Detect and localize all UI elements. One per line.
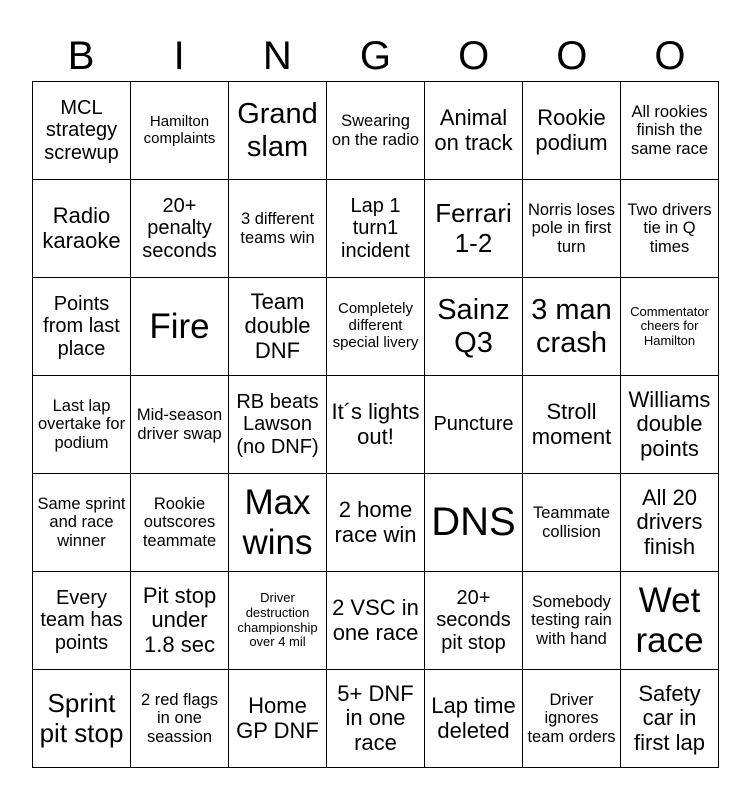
bingo-cell[interactable]: Driver ignores team orders [523, 670, 621, 768]
bingo-cell[interactable]: Completely different special livery [327, 278, 425, 376]
bingo-cell[interactable]: DNS [425, 474, 523, 572]
bingo-cell[interactable]: Teammate collision [523, 474, 621, 572]
bingo-cell[interactable]: Somebody testing rain with hand [523, 572, 621, 670]
bingo-cell[interactable]: 20+ seconds pit stop [425, 572, 523, 670]
bingo-cell[interactable]: Last lap overtake for podium [33, 376, 131, 474]
bingo-cell[interactable]: MCL strategy screwup [33, 82, 131, 180]
bingo-cell[interactable]: 5+ DNF in one race [327, 670, 425, 768]
header-letter: G [359, 34, 392, 78]
bingo-cell[interactable]: Hamilton complaints [131, 82, 229, 180]
header-letter: B [67, 34, 95, 78]
bingo-cell[interactable]: Grand slam [229, 82, 327, 180]
bingo-cell[interactable]: Williams double points [621, 376, 719, 474]
header-letter: I [173, 34, 185, 78]
bingo-cell[interactable]: Points from last place [33, 278, 131, 376]
bingo-cell[interactable]: Rookie outscores teammate [131, 474, 229, 572]
bingo-cell[interactable]: 2 home race win [327, 474, 425, 572]
bingo-cell[interactable]: Wet race [621, 572, 719, 670]
bingo-cell[interactable]: 2 VSC in one race [327, 572, 425, 670]
bingo-cell[interactable]: Norris loses pole in first turn [523, 180, 621, 278]
header-letter: O [458, 34, 490, 78]
bingo-cell[interactable]: Safety car in first lap [621, 670, 719, 768]
bingo-cell[interactable]: Fire [131, 278, 229, 376]
bingo-cell[interactable]: Sainz Q3 [425, 278, 523, 376]
bingo-cell[interactable]: Mid-season driver swap [131, 376, 229, 474]
bingo-cell[interactable]: Animal on track [425, 82, 523, 180]
bingo-cell[interactable]: 3 man crash [523, 278, 621, 376]
bingo-cell[interactable]: Home GP DNF [229, 670, 327, 768]
bingo-cell[interactable]: Driver destruction championship over 4 mil [229, 572, 327, 670]
bingo-cell[interactable]: All 20 drivers finish [621, 474, 719, 572]
bingo-cell[interactable]: RB beats Lawson (no DNF) [229, 376, 327, 474]
bingo-cell[interactable]: Rookie podium [523, 82, 621, 180]
bingo-cell[interactable]: 3 different teams win [229, 180, 327, 278]
bingo-cell[interactable]: Two drivers tie in Q times [621, 180, 719, 278]
bingo-cell[interactable]: Commentator cheers for Hamilton [621, 278, 719, 376]
header-letter: N [262, 34, 292, 78]
bingo-cell[interactable]: Sprint pit stop [33, 670, 131, 768]
bingo-cell[interactable]: Every team has points [33, 572, 131, 670]
bingo-cell[interactable]: Team double DNF [229, 278, 327, 376]
bingo-cell[interactable]: 2 red flags in one seassion [131, 670, 229, 768]
bingo-cell[interactable]: Radio karaoke [33, 180, 131, 278]
bingo-cell[interactable]: Puncture [425, 376, 523, 474]
bingo-cell[interactable]: Swearing on the radio [327, 82, 425, 180]
bingo-cell[interactable]: Pit stop under 1.8 sec [131, 572, 229, 670]
bingo-board [32, 81, 719, 768]
bingo-cell[interactable]: Lap 1 turn1 incident [327, 180, 425, 278]
bingo-header [32, 30, 719, 82]
header-letter: O [556, 34, 588, 78]
header-letter: O [654, 34, 686, 78]
bingo-cell[interactable]: It´s lights out! [327, 376, 425, 474]
bingo-cell[interactable]: Lap time deleted [425, 670, 523, 768]
bingo-cell[interactable]: All rookies finish the same race [621, 82, 719, 180]
bingo-cell[interactable]: Stroll moment [523, 376, 621, 474]
bingo-cell[interactable]: Max wins [229, 474, 327, 572]
bingo-cell[interactable]: 20+ penalty seconds [131, 180, 229, 278]
bingo-cell[interactable]: Ferrari 1-2 [425, 180, 523, 278]
bingo-cell[interactable]: Same sprint and race winner [33, 474, 131, 572]
